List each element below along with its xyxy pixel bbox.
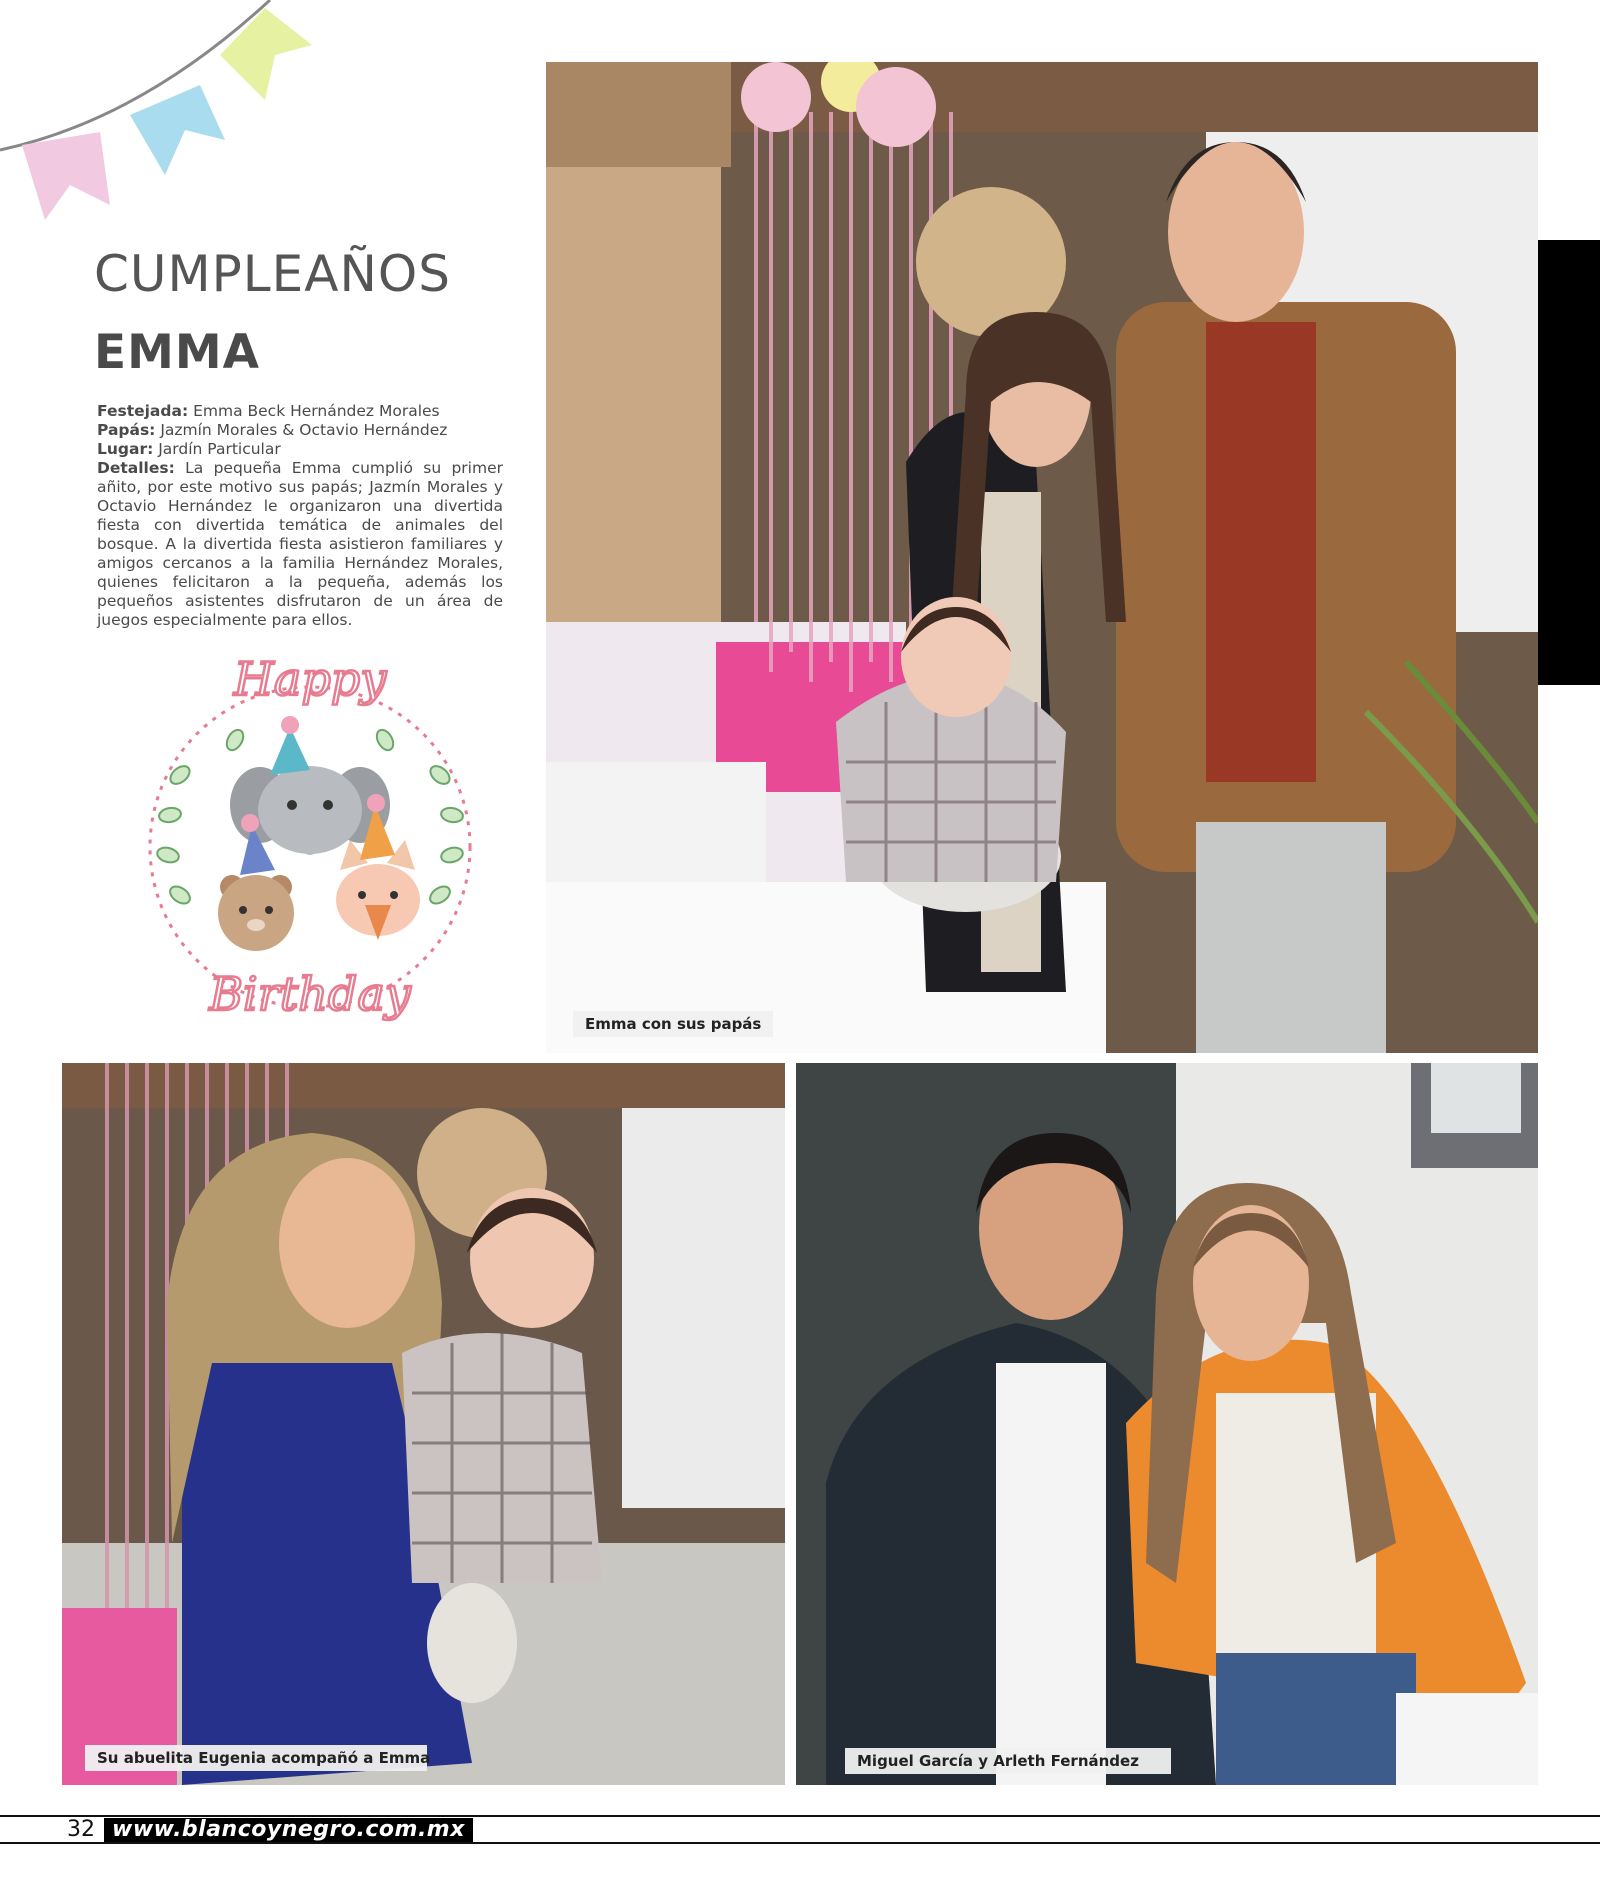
photo-emma-with-parents bbox=[546, 62, 1538, 1053]
badge-happy-text: Happy bbox=[233, 655, 387, 706]
detail-lugar bbox=[97, 440, 503, 459]
detail-label: Festejada: bbox=[97, 402, 189, 420]
photo-caption: Su abuelita Eugenia acompañó a Emma bbox=[85, 1745, 427, 1771]
page-number: 32 bbox=[67, 1817, 95, 1842]
section-side-tab bbox=[1538, 240, 1600, 685]
bunting-decoration bbox=[0, 0, 330, 230]
detail-value: Emma Beck Hernández Morales bbox=[188, 402, 440, 420]
photo-grandmother-with-emma bbox=[62, 1063, 785, 1785]
detail-papas bbox=[97, 421, 503, 440]
celebrant-name: EMMA bbox=[94, 325, 261, 380]
detail-value: Jardín Particular bbox=[153, 440, 281, 458]
photo-caption: Miguel García y Arleth Fernández bbox=[845, 1748, 1171, 1774]
photo-miguel-and-arleth bbox=[796, 1063, 1538, 1785]
detail-value: La pequeña Emma cumplió su primer añito, por este motivo sus papás; Jazmín Morales y Octavio Hernández le organizaron una divertida fiesta con divertida temática de animales del bosque. A la divertida fiesta asistieron familiares y amigos cercanos a la familia Hernández Morales, quienes felicitaron a la pequeña, además los pequeños asistentes disfrutaron de un área de juegos especialmente para ellos. bbox=[97, 459, 503, 629]
footer-website-link[interactable]: www.blancoynegro.com.mx bbox=[104, 1818, 473, 1842]
detail-label: Detalles: bbox=[97, 459, 175, 477]
detail-value: Jazmín Morales & Octavio Hernández bbox=[155, 421, 448, 439]
happy-birthday-badge bbox=[140, 655, 480, 1035]
section-title: CUMPLEAÑOS bbox=[94, 245, 451, 303]
detail-label: Papás: bbox=[97, 421, 156, 439]
photo-caption: Emma con sus papás bbox=[573, 1011, 773, 1037]
detail-festejada bbox=[97, 402, 503, 421]
footer-divider-bottom bbox=[0, 1842, 1600, 1844]
event-details bbox=[97, 402, 503, 630]
detail-detalles bbox=[97, 459, 503, 630]
badge-birthday-text: Birthday bbox=[209, 967, 411, 1021]
detail-label: Lugar: bbox=[97, 440, 154, 458]
